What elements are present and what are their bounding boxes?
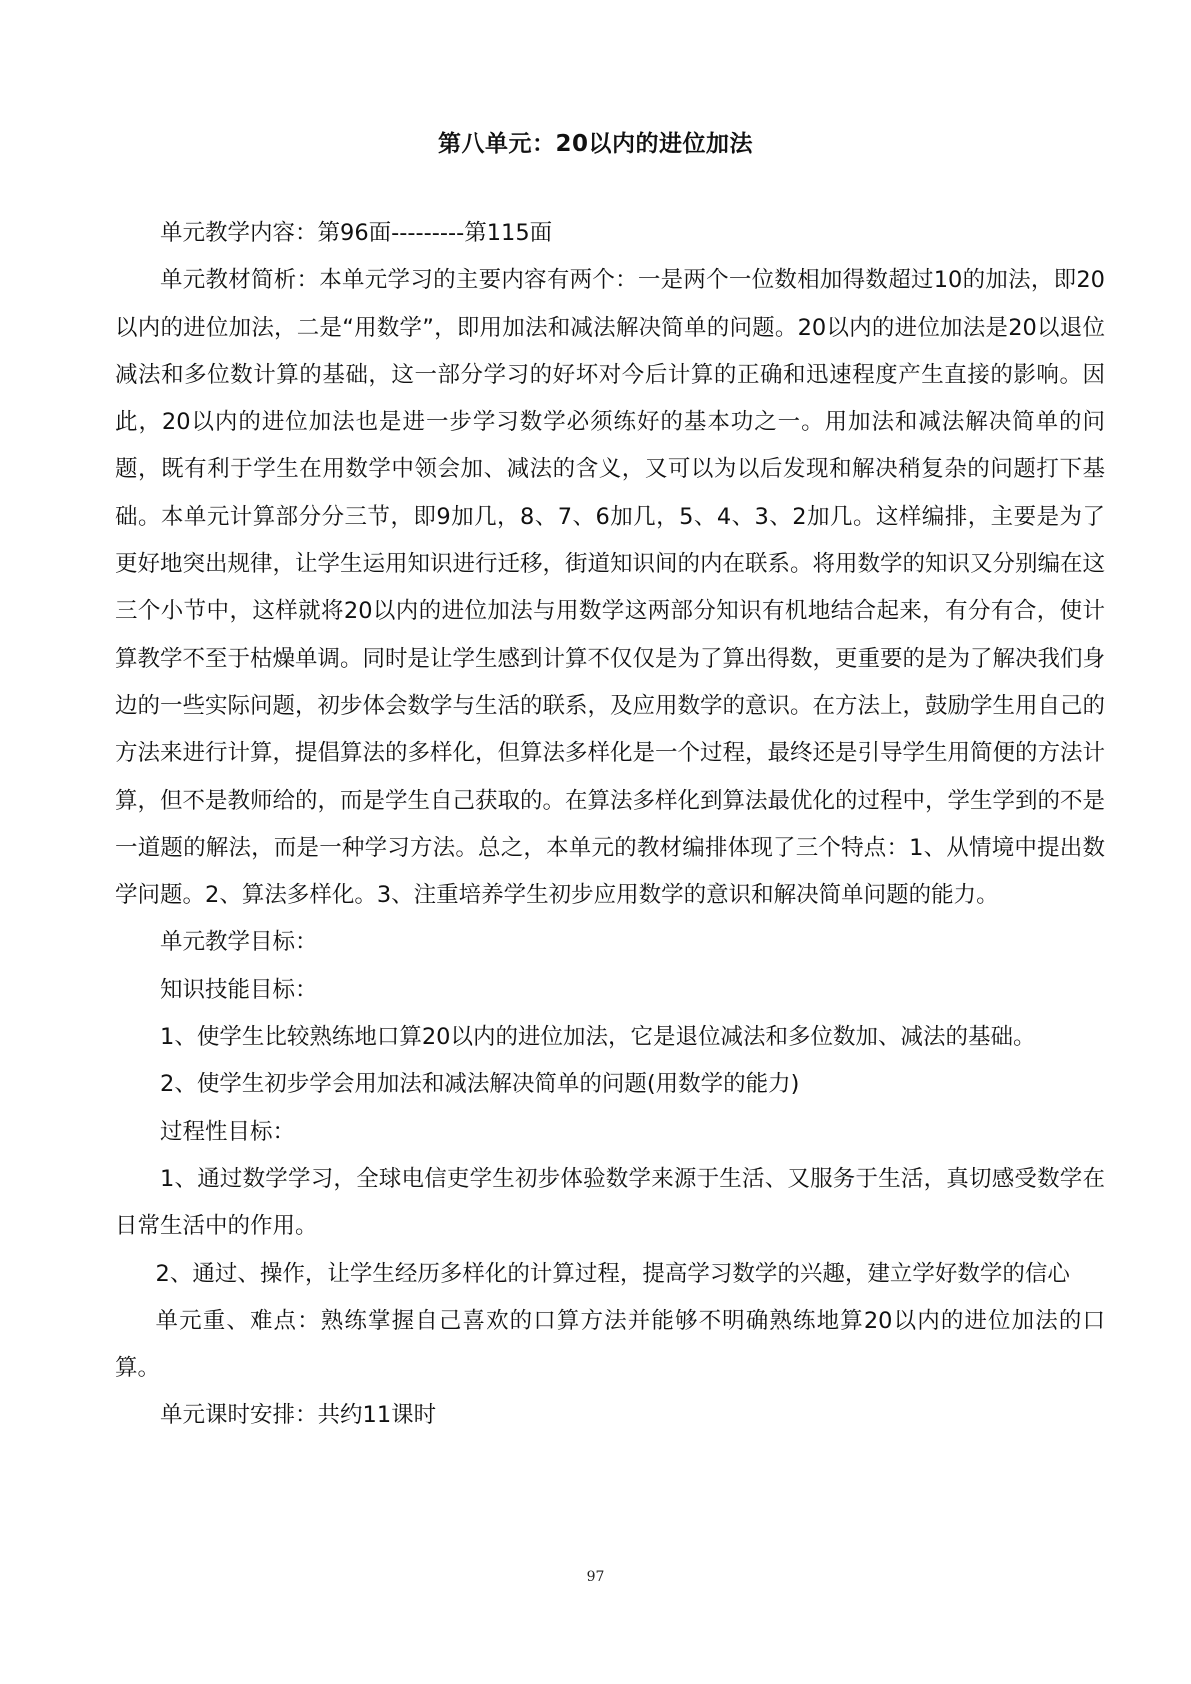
paragraph-process-goal-2: 2、通过、操作，让学生经历多样化的计算过程，提高学习数学的兴趣，建立学好数学的信心 bbox=[155, 1260, 1070, 1287]
paragraph-knowledge-goal-2: 2、使学生初步学会用加法和减法解决简单的问题(用数学的能力) bbox=[160, 1071, 800, 1098]
paragraph-teaching-content: 单元教学内容：第96面---------第115面 bbox=[160, 220, 553, 246]
paragraph-knowledge-goals-heading: 知识技能目标： bbox=[160, 976, 318, 1003]
page-number: 97 bbox=[586, 1569, 605, 1585]
paragraph-material-analysis: 单元教材简析：本单元学习的主要内容有两个：一是两个一位数相加得数超过10的加法，即20以内的进位加法，二是“用数学”，即用加法和减法解决简单的问题。20以内的进位加法是20以退位减法和多位数计算的基础，这一部分学习的好坏对今后计算的正确和迅速程度产生直接的影响。因此，20以内的进位加法也是进一步学习数学必须练好的基本功之一。用加法和减法解决简单的问题，既有利于学生在用数学中领会加、减法的含义，又可以为以后发现和解决稍复杂的问题打下基础。本单元计算部分分三节，即9加几，8、7、6加几，5、4、3、2加几。这样编排，主要是为了更好地突出规律，让学生运用知识进行迁移，街道知识间的内在联系。将用数学的知识又分别编在这三个小节中，这样就将20以内的进位加法与用数学这两部分知识有机地结合起来，有分有合，使计算教学不至于枯燥单调。同时是让学生感到计算不仅仅是为了算出得数，更重要的是为了解决我们身边的一些实际问题，初步体会数学与生活的联系，及应用数学的意识。在方法上，鼓励学生用自己的方法来进行计算，提倡算法的多样化，但算法多样化是一个过程，最终还是引导学生用简便的方法计算，但不是教师给的，而是学生自己获取的。在算法多样化到算法最优化的过程中，学生学到的不是一道题的解法，而是一种学习方法。总之，本单元的教材编排体现了三个特点：1、从情境中提出数学问题。2、算法多样化。3、注重培养学生初步应用数学的意识和解决简单问题的能力。 bbox=[115, 267, 1106, 909]
paragraph-class-hours: 单元课时安排：共约11课时 bbox=[160, 1402, 437, 1429]
paragraph-knowledge-goal-1: 1、使学生比较熟练地口算20以内的进位加法，它是退位减法和多位数加、减法的基础。 bbox=[160, 1024, 1036, 1051]
page-title: 第八单元：20以内的进位加法 bbox=[437, 131, 753, 157]
paragraph-process-goal-1: 1、通过数学学习，全球电信吏学生初步体验数学来源于生活、又服务于生活，真切感受数学在日常生活中的作用。 bbox=[115, 1165, 1105, 1240]
paragraph-teaching-goals-heading: 单元教学目标： bbox=[160, 929, 318, 956]
paragraph-process-goals-heading: 过程性目标： bbox=[160, 1118, 296, 1145]
body-text bbox=[115, 210, 1105, 1440]
paragraph-key-difficult-points: 单元重、难点：熟练掌握自己喜欢的口算方法并能够不明确熟练地算20以内的进位加法的口算。 bbox=[115, 1307, 1105, 1382]
